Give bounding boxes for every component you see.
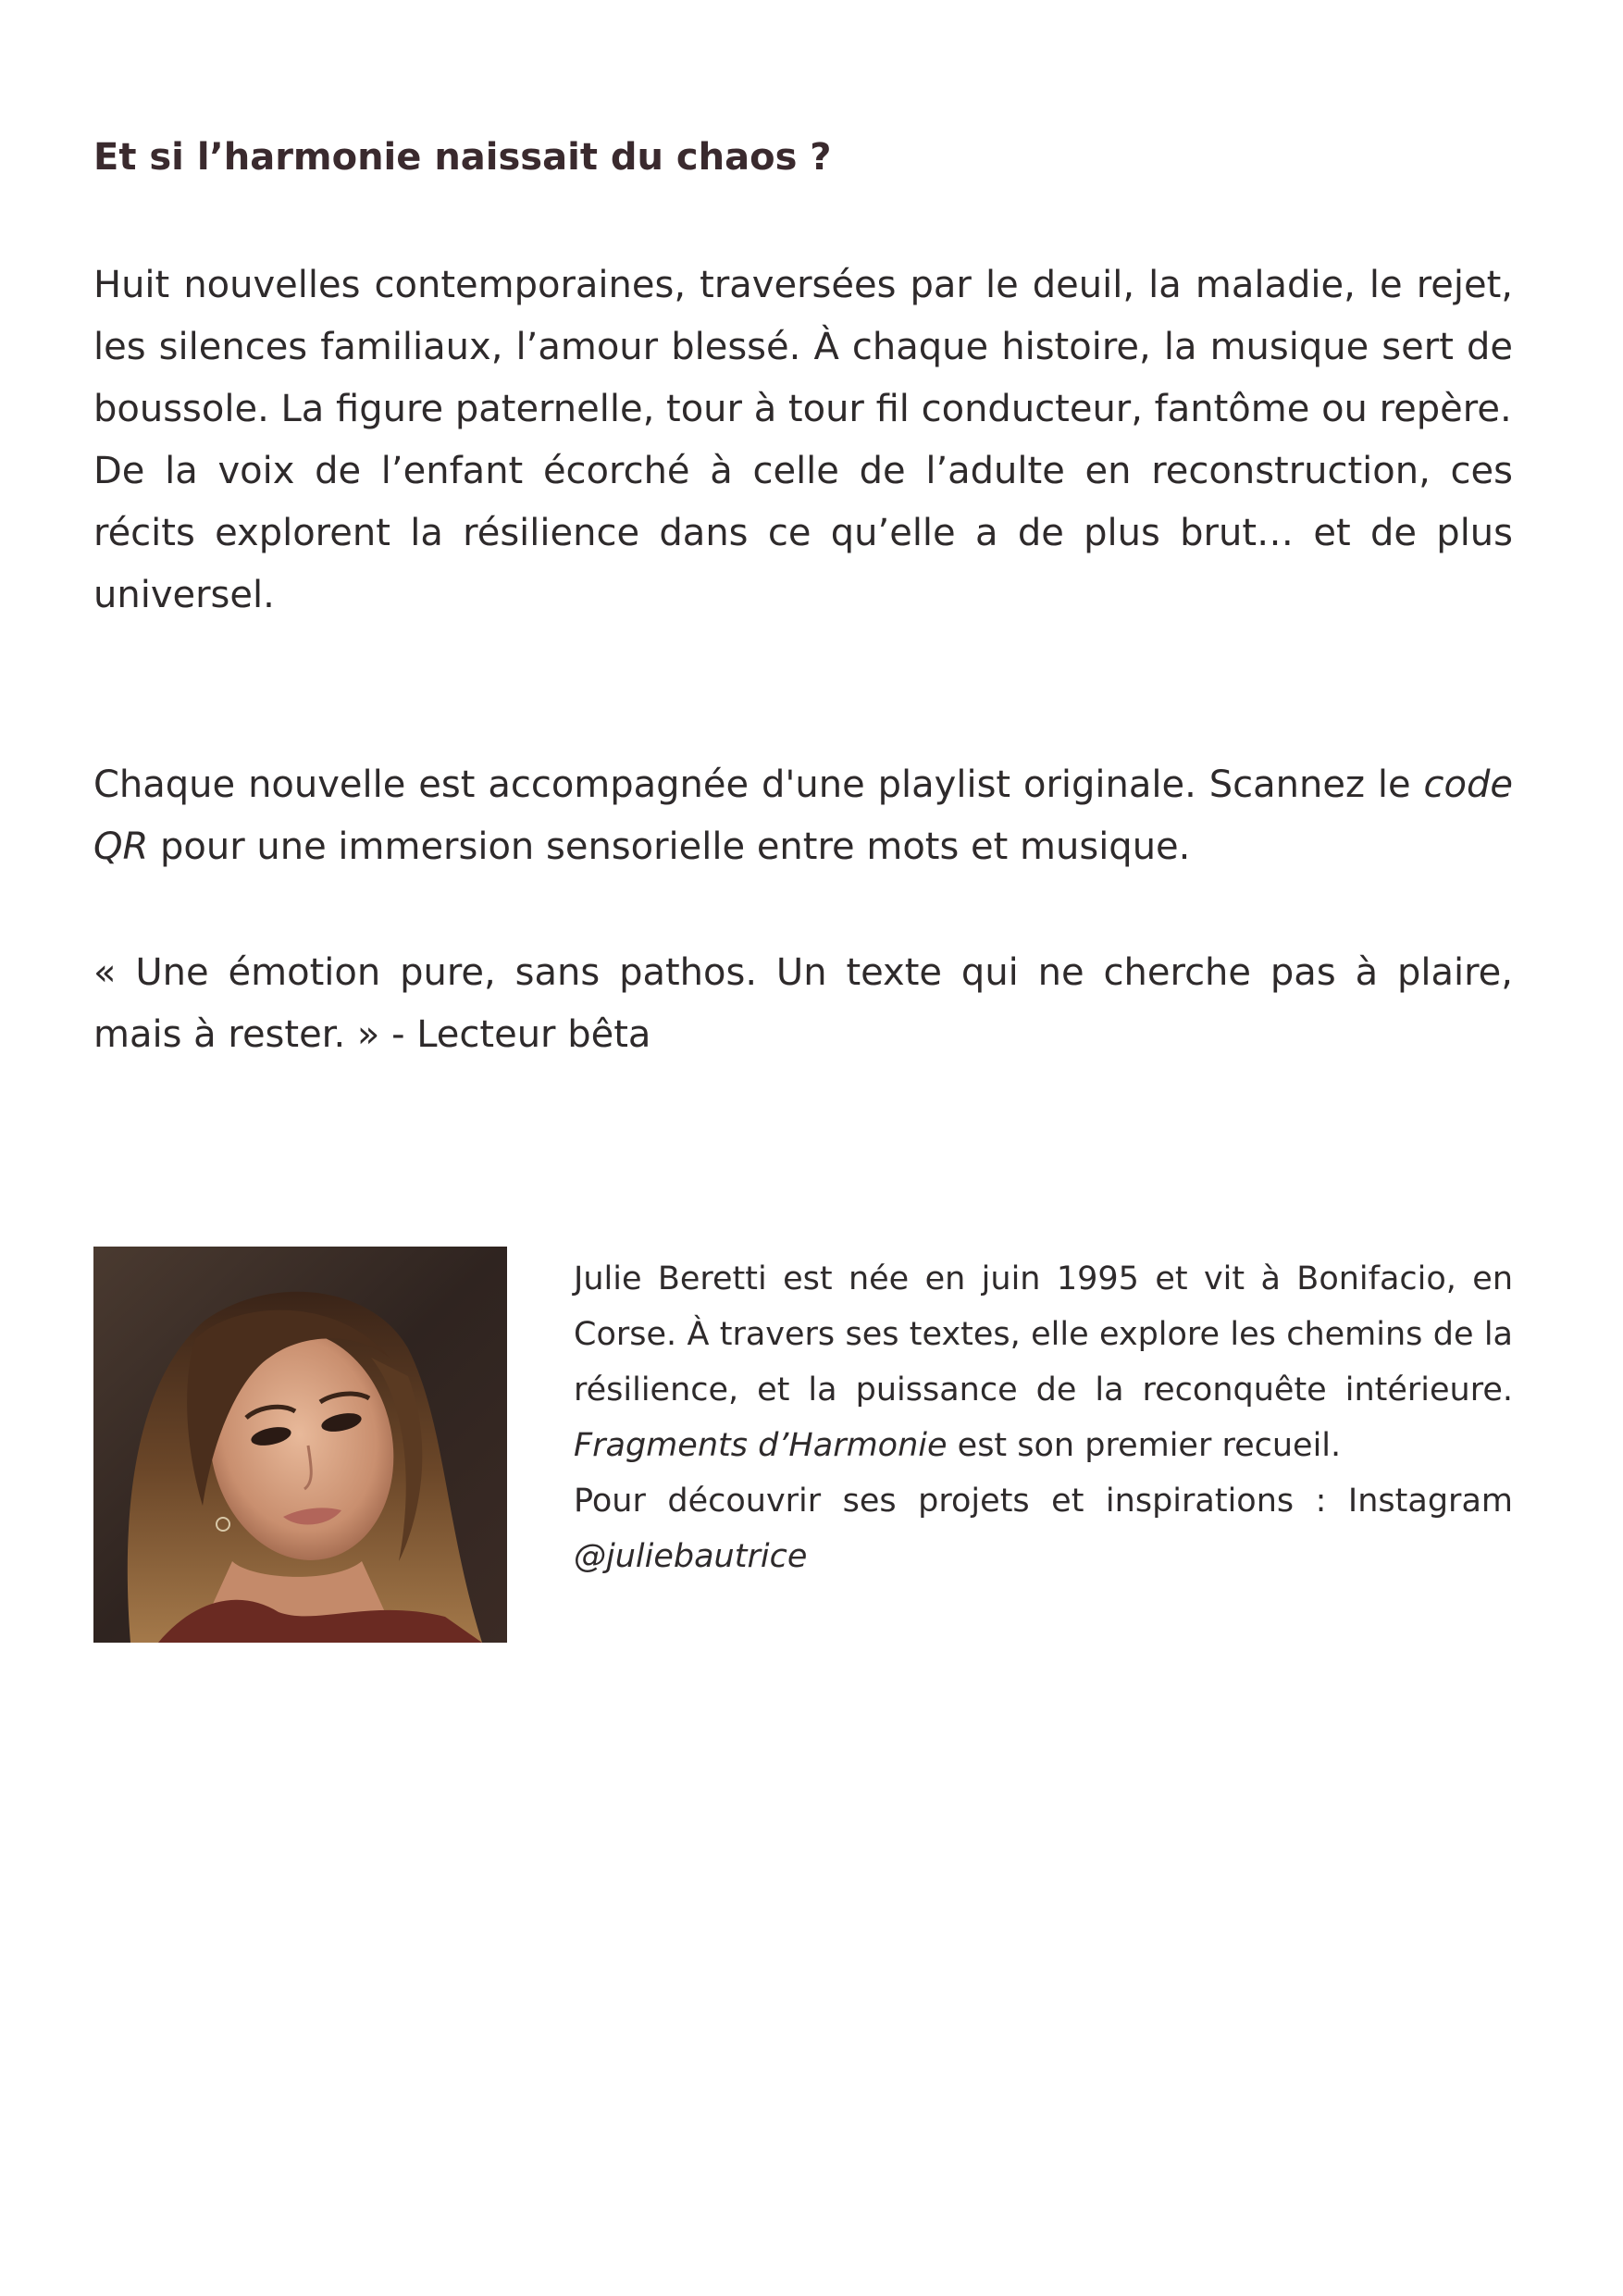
bio-discover-text: Pour découvrir ses projets et inspirations : Instagram xyxy=(574,1483,1513,1520)
author-photo xyxy=(93,1247,507,1643)
bio-text-2: est son premier recueil. xyxy=(947,1427,1342,1464)
bio-text-1: Julie Beretti est née en juin 1995 et vit à Bonifacio, en Corse. À travers ses textes, elle explore les chemins de la résilience, et la puissance de la reconquête intérieure. xyxy=(574,1260,1513,1409)
qr-code-emphasis: code QR xyxy=(93,763,1513,868)
author-portrait-image xyxy=(93,1247,507,1643)
playlist-text-before: Chaque nouvelle est accompagnée d'une playlist originale. Scannez le xyxy=(93,763,1424,806)
book-title: Fragments d’Harmonie xyxy=(574,1427,948,1464)
synopsis-text-part-2: De la voix de l’enfant écorché à celle de l’adulte en reconstruction, ces récits explorent la résilience dans ce qu’elle a de plus brut… et de plus universel. xyxy=(93,450,1513,616)
author-bio xyxy=(574,1251,1513,1584)
back-cover-heading: Et si l’harmonie naissait du chaos ? xyxy=(93,136,832,179)
playlist-paragraph xyxy=(93,754,1513,878)
synopsis-paragraph xyxy=(93,254,1513,627)
reader-quote: « Une émotion pure, sans pathos. Un texte qui ne cherche pas à plaire, mais à rester. » - Lecteur bêta xyxy=(93,951,1513,1056)
playlist-text-after: pour une immersion sensorielle entre mots et musique. xyxy=(148,825,1191,868)
synopsis-text-part-1: Huit nouvelles contemporaines, traversées par le deuil, la maladie, le rejet, les silences familiaux, l’amour blessé. À chaque histoire, la musique sert de boussole. La figure paternelle, tour à tour fil conducteur, fantôme ou repère. xyxy=(93,264,1513,430)
instagram-handle: @juliebautrice xyxy=(574,1538,808,1575)
